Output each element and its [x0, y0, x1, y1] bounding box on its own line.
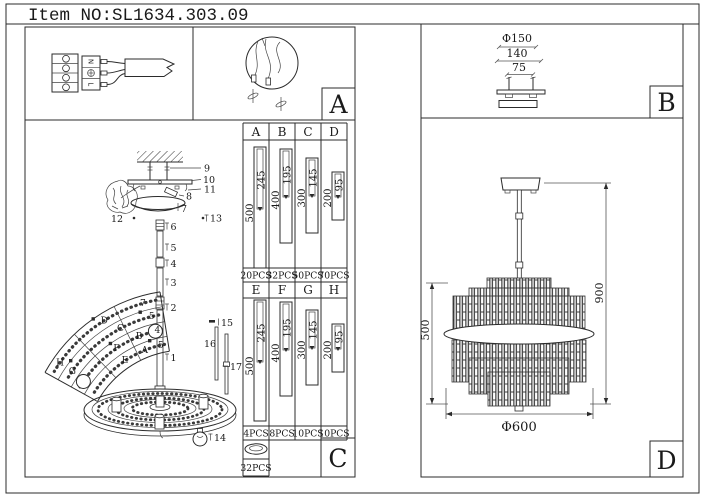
wiring-diagram [52, 54, 174, 92]
fan-label-a: A [141, 346, 148, 356]
fan-label-b: B [135, 332, 143, 342]
rod-cell-c [297, 158, 320, 233]
chandelier-elevation [419, 178, 611, 435]
panel-d-label [650, 441, 683, 477]
dim-phi600: Φ600 [501, 420, 537, 435]
part-16: 16 [204, 339, 217, 350]
svg-text:400: 400 [271, 190, 282, 210]
fan-label-n3: 5 [148, 312, 155, 322]
fan-label-n2: 4 [154, 326, 161, 336]
qty-cell: 70PCS [318, 270, 350, 282]
panel-b-label [650, 86, 683, 118]
fan-label-c: C [117, 324, 124, 334]
col-header: E [251, 283, 261, 297]
part-1: 1 [170, 353, 177, 364]
qty-cell: 10PCS [292, 428, 324, 440]
fan-label-n4: 7 [140, 299, 146, 309]
fan-label-g: G [68, 367, 77, 377]
cable [125, 59, 174, 77]
svg-text:195: 195 [282, 165, 294, 185]
rod-cell-g [297, 310, 320, 385]
qty-cell: 50PCS [292, 270, 324, 282]
dim-phi150: Φ150 [501, 32, 533, 45]
part-3: 3 [170, 278, 177, 289]
dim-140: 140 [506, 47, 528, 60]
part-13: 13 [210, 213, 223, 225]
rod-cell-d [323, 172, 346, 220]
qty-cell: 4PCS [243, 428, 269, 440]
frame-disc [84, 389, 236, 438]
panel-a-label [322, 88, 355, 120]
part-17: 17 [230, 362, 243, 373]
terminal-n-label: N [86, 58, 95, 65]
parts-table [240, 123, 349, 476]
clip-symbol-right [275, 97, 287, 111]
svg-text:500: 500 [245, 203, 256, 223]
rod-cell-h [323, 324, 346, 372]
connection-detail [246, 37, 298, 111]
earth-symbol-icon [88, 70, 95, 77]
fan-label-f: F [113, 344, 120, 354]
rod-cell-b [271, 149, 294, 243]
part-8: 8 [186, 191, 193, 203]
fan-label-n1: 5 [157, 341, 164, 351]
rod-cell-e [245, 300, 268, 421]
panel-d-letter: D [656, 446, 677, 475]
svg-text:95: 95 [334, 330, 346, 344]
rod-cell-f [271, 302, 294, 396]
col-header: C [303, 125, 313, 139]
svg-text:300: 300 [297, 340, 308, 360]
terminal-l-label: L [86, 82, 95, 87]
mounting-bracket-drawing [495, 32, 545, 108]
col-header: B [277, 125, 287, 139]
qty-cell: 8PCS [269, 428, 295, 440]
col-header: F [277, 283, 287, 297]
dim-900: 900 [593, 282, 606, 304]
qty-cell: 32PCS [266, 270, 298, 282]
svg-text:245: 245 [256, 323, 268, 343]
part-4: 4 [170, 259, 177, 270]
part-2: 2 [170, 303, 177, 314]
fan-label-h: H [56, 358, 65, 369]
panel-c-letter: C [328, 444, 348, 473]
part-14: 14 [214, 433, 227, 444]
dim-75: 75 [512, 61, 526, 74]
col-header: D [329, 125, 339, 139]
dim-500: 500 [419, 319, 432, 341]
qty-cell: 10PCS [318, 428, 350, 440]
panel-a-letter: A [329, 90, 348, 119]
qty-cell: 20PCS [240, 270, 272, 282]
exploded-view [45, 151, 242, 446]
svg-text:145: 145 [308, 320, 320, 340]
part-12: 12 [111, 214, 124, 225]
led-band [444, 324, 594, 344]
svg-text:400: 400 [271, 343, 282, 363]
part-11: 11 [204, 184, 217, 196]
arm-fan-detail [45, 292, 169, 402]
col-header: G [303, 283, 313, 297]
part-15: 15 [221, 318, 234, 329]
svg-text:200: 200 [323, 340, 334, 360]
ring-qty: 32PCS [240, 463, 272, 474]
clip-symbol-left [247, 89, 259, 103]
svg-text:95: 95 [334, 178, 346, 192]
svg-text:245: 245 [256, 170, 268, 190]
rod-cell-a [245, 147, 268, 268]
col-header: A [251, 125, 261, 139]
part-5: 5 [170, 243, 177, 254]
part-9: 9 [204, 163, 211, 175]
fan-label-d: D [100, 316, 108, 327]
part-10: 10 [203, 175, 216, 186]
fan-label-e: E [121, 356, 129, 366]
col-header: H [328, 283, 340, 297]
panel-b-letter: B [657, 88, 676, 117]
panel-c-label [321, 438, 355, 477]
svg-text:500: 500 [245, 356, 256, 376]
svg-text:200: 200 [323, 188, 334, 208]
svg-text:300: 300 [297, 188, 308, 208]
part-7: 7 [181, 204, 188, 215]
svg-text:145: 145 [308, 168, 320, 188]
item-number: Item NO:SL1634.303.09 [28, 6, 249, 26]
part-6: 6 [170, 222, 177, 233]
ring-cell [245, 444, 267, 454]
svg-text:195: 195 [282, 318, 294, 338]
